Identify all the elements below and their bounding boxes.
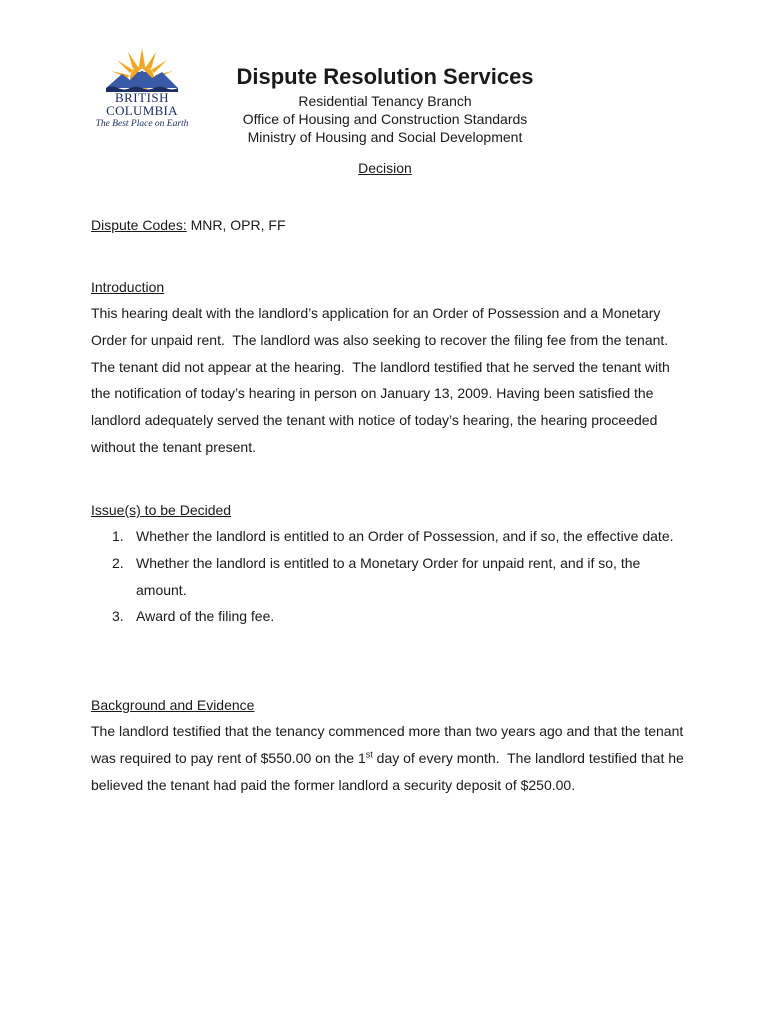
- page-title: Dispute Resolution Services: [236, 64, 534, 89]
- list-item-text: Whether the landlord is entitled to a Monetary Order for unpaid rent, and if so, the amount.: [136, 554, 641, 598]
- ordinal-superscript: st: [365, 749, 373, 760]
- sunset-mountain-emblem: [88, 44, 196, 92]
- subtitle-office: Office of Housing and Construction Standards: [242, 111, 528, 127]
- background-text-part1: The landlord testified that the tenancy commenced more than two years ago and that the tenant was required to pay rent of $550.00 on the 1: [91, 723, 688, 766]
- list-item-text: Whether the landlord is entitled to an Order of Possession, and if so, the effective date.: [136, 528, 674, 544]
- list-item-number: 2.: [112, 554, 124, 571]
- decision-heading: Decision: [358, 160, 412, 176]
- background-paragraph: [91, 718, 691, 798]
- introduction-heading: Introduction: [91, 279, 165, 295]
- list-item: [112, 523, 692, 550]
- list-item-text: Award of the filing fee.: [136, 608, 275, 625]
- background-heading: Background and Evidence: [91, 697, 255, 713]
- dispute-codes-line: [91, 212, 691, 239]
- list-item-number: 1.: [112, 528, 124, 544]
- issues-list: [112, 523, 692, 630]
- dispute-codes-value: MNR, OPR, FF: [186, 217, 286, 233]
- subtitle-ministry: Ministry of Housing and Social Development: [247, 129, 523, 145]
- logo-line-columbia: COLUMBIA: [106, 103, 178, 118]
- document-header: [200, 62, 570, 146]
- logo-line-british: BRITISH: [114, 90, 170, 105]
- bc-logo: [88, 44, 196, 134]
- subtitle-branch: Residential Tenancy Branch: [298, 93, 472, 109]
- dispute-codes-label: Dispute Codes:: [91, 217, 187, 233]
- issues-heading: Issue(s) to be Decided: [91, 502, 232, 518]
- introduction-paragraph: This hearing dealt with the landlord’s application for an Order of Possession and a Monetary Order for unpaid rent. The landlord was also seeking to recover the filing fee from the tenant. The tenant did not appear at the hearing. The landlord testified that he served the tenant with the notification of today’s hearing in person on January 13, 2009. Having been satisfied the landlord adequately served the tenant with notice of today’s hearing, the hearing proceeded without the tenant present.: [91, 305, 676, 455]
- list-item: [112, 603, 692, 630]
- background-text-part2: day of every month. The landlord testified that he believed the tenant had paid the former landlord a security deposit of $250.00.: [91, 749, 688, 793]
- list-item-number: 3.: [112, 608, 124, 625]
- logo-tagline: The Best Place on Earth: [95, 119, 189, 129]
- list-item: [112, 550, 692, 604]
